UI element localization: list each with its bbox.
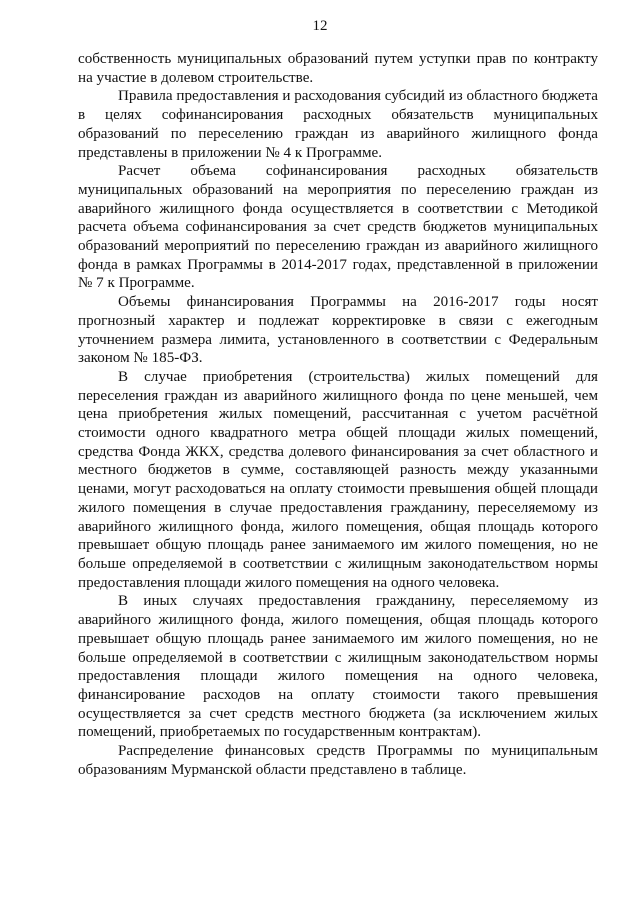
page-number: 12 <box>312 18 328 34</box>
paragraph-distribution: Распределение финансовых средств Программы по муниципальным образованиям Мурманской области представлено в таблице. <box>78 743 598 778</box>
paragraph-lower-price-case: В случае приобретения (строительства) жилых помещений для переселения граждан из аварийного жилищного фонда по цене меньшей, чем цена приобретения жилых помещений, рассчитанная с учетом расчётной стоимости одного квадратного метра общей площади жилых помещений, средства Фонда ЖКХ, средства долевого финансирования за счет областного и местного бюджетов в сумме, составляющей разность между указанными ценами, могут расходоваться на оплату стоимости превышения общей площади жилого помещения в случае предоставления гражданину, переселяемому из аварийного жилищного фонда, жилого помещения, общая площадь которого превышает общую площадь ранее занимаемого им жилого помещения, но не больше определяемой в соответствии с жилищным законодательством нормы предоставления площади жилого помещения на одного человека. <box>78 368 598 591</box>
paragraph-continued: собственность муниципальных образований путем уступки прав по контракту на участие в долевом строительстве. <box>78 51 598 86</box>
paragraph-other-cases: В иных случаях предоставления гражданину, переселяемому из аварийного жилищного фонда, жилого помещения, общая площадь которого превышает общую площадь ранее занимаемого им жилого помещения, но не больше определяемой в соответствии с жилищным законодательством нормы предоставления площади жилого помещения на одного человека, финансирование расходов на оплату стоимости такого превышения осуществляется за счет средств местного бюджета (за исключением жилых помещений, приобретаемых по государственным контрактам). <box>78 593 598 741</box>
document-body <box>78 50 598 779</box>
paragraph-financing-volumes: Объемы финансирования Программы на 2016-2017 годы носят прогнозный характер и подлежат корректировке в связи с ежегодным уточнением размера лимита, установленного в соответствии с Федеральным законом № 185-ФЗ. <box>78 294 598 367</box>
paragraph-cofinancing-calculation: Расчет объема софинансирования расходных обязательств муниципальных образований на мероприятия по переселению граждан из аварийного жилищного фонда осуществляется в соответствии с Методикой расчета объема софинансирования за счет средств бюджетов муниципальных образований мероприятий по переселению граждан из аварийного жилищного фонда в рамках Программы в 2014-2017 годах, представленной в приложении № 7 к Программе. <box>78 163 598 292</box>
paragraph-subsidy-rules: Правила предоставления и расходования субсидий из областного бюджета в целях софинансирования расходных обязательств муниципальных образований по переселению граждан из аварийного жилищного фонда представлены в приложении № 4 к Программе. <box>78 88 598 161</box>
